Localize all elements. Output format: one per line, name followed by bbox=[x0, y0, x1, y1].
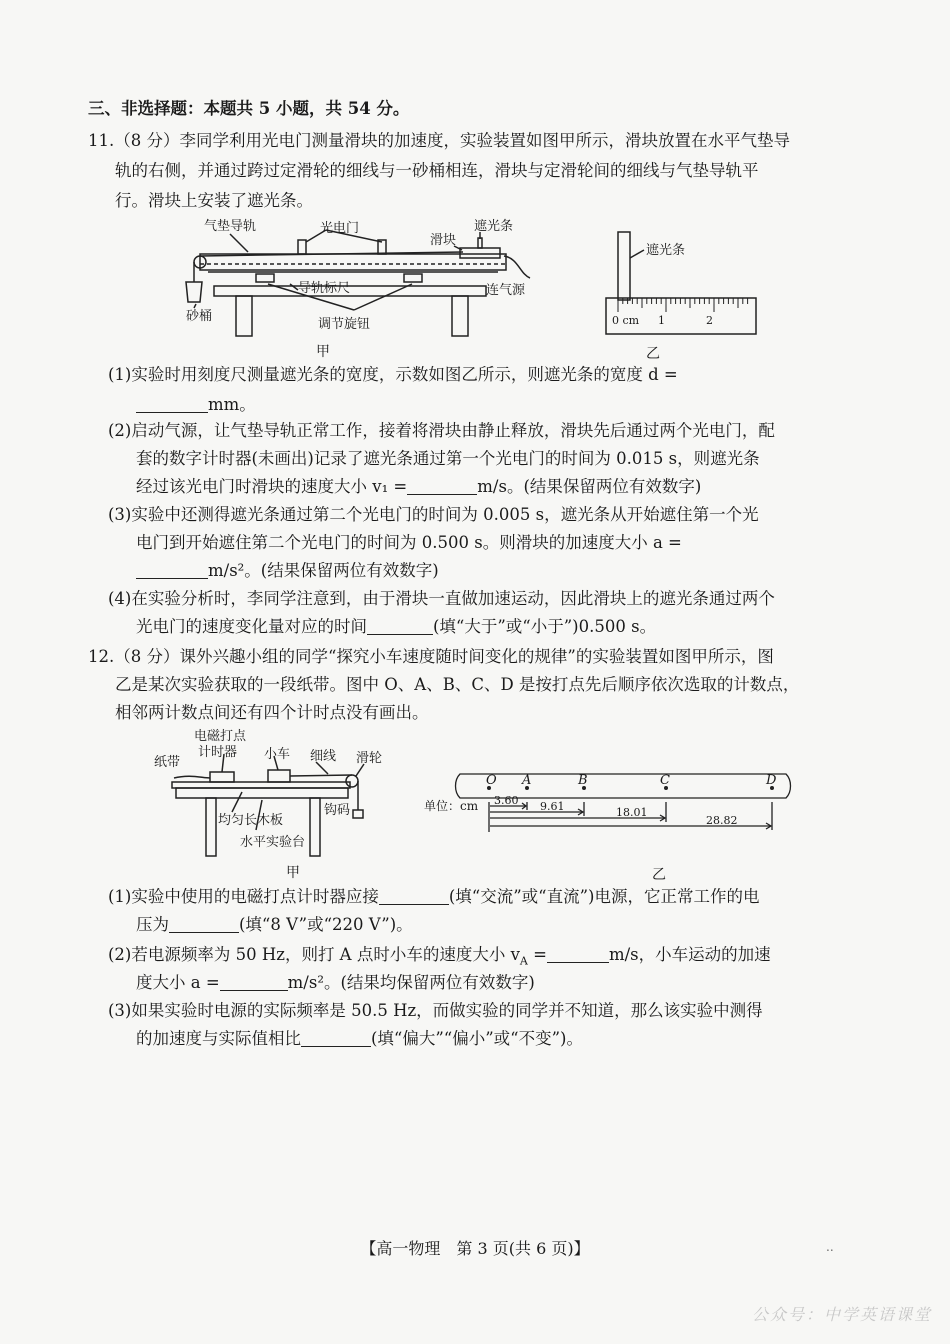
tape-dist-OD: 28.82 bbox=[706, 814, 738, 827]
long-board bbox=[172, 782, 350, 788]
q11-figure-b-caption: 乙 bbox=[646, 346, 660, 362]
q12-answer-blank-3[interactable] bbox=[547, 946, 609, 963]
table-leg-left bbox=[236, 296, 252, 336]
section-title: 三、非选择题：本题共 5 小题，共 54 分。 bbox=[88, 99, 410, 118]
paper-tape bbox=[174, 776, 210, 778]
footer-dots: .. bbox=[826, 1240, 834, 1254]
label-tape: 纸带 bbox=[154, 755, 181, 770]
q11-figure-ruler bbox=[600, 228, 762, 336]
label-board: 均匀长木板 bbox=[218, 813, 284, 828]
label-air-track: 气垫导轨 bbox=[204, 219, 257, 234]
air-hose bbox=[504, 256, 530, 278]
q11-p1-line-2: mm。 bbox=[136, 394, 256, 416]
label-track-scale: 导轨标尺 bbox=[298, 281, 351, 296]
label-thread: 细线 bbox=[310, 749, 337, 764]
q11-p1-line-1: (1)实验时用刻度尺测量遮光条的宽度，示数如图乙所示，则遮光条的宽度 d = bbox=[108, 365, 678, 384]
label-photogate: 光电门 bbox=[320, 221, 360, 236]
label-table: 水平实验台 bbox=[240, 835, 306, 850]
q11-answer-blank-3[interactable] bbox=[136, 562, 208, 579]
ruler-tick-2: 2 bbox=[706, 314, 713, 327]
q12-intro-line-3: 相邻两计数点间还有四个计时点没有画出。 bbox=[115, 703, 429, 722]
label-slider: 滑块 bbox=[430, 233, 457, 248]
ruler-tick-0: 0 cm bbox=[612, 314, 640, 327]
q12-p2-line-1: (2)若电源频率为 50 Hz，则打 A 点时小车的速度大小 $v_A = m/s$，小车运动的加速 bbox=[108, 945, 771, 968]
tape-point-label-O: O bbox=[486, 773, 497, 788]
tape-unit: 单位：cm bbox=[424, 799, 479, 813]
adjust-knob-left bbox=[256, 274, 274, 282]
q12-p2-line-2: 度大小 a = m/s²。(结果均保留两位有效数字) bbox=[136, 973, 535, 992]
photogate-1 bbox=[298, 240, 306, 254]
hook-weight bbox=[353, 810, 363, 818]
cart-pulley bbox=[346, 775, 358, 787]
tape-dist-OA: 3.60 bbox=[494, 794, 519, 807]
q12-answer-blank-1[interactable] bbox=[379, 888, 449, 905]
tape-point-label-A: A bbox=[522, 773, 532, 788]
q11-p4-line-2: 光电门的速度变化量对应的时间 (填“大于”或“小于”)0.500 s。 bbox=[136, 617, 657, 636]
label-sand-bucket: 砂桶 bbox=[186, 309, 213, 324]
q11-answer-blank-4[interactable] bbox=[367, 618, 433, 635]
q11-p3-line-3: m/s²。(结果保留两位有效数字) bbox=[136, 560, 439, 582]
q12-answer-blank-2[interactable] bbox=[169, 916, 239, 933]
ruler-tick-1: 1 bbox=[658, 314, 665, 327]
q11-p4-line-1: (4)在实验分析时，李同学注意到，由于滑块一直做加速运动，因此滑块上的遮光条通过两个 bbox=[108, 589, 775, 608]
q12-answer-blank-5[interactable] bbox=[301, 1030, 371, 1047]
label-adjust-knob: 调节旋钮 bbox=[318, 317, 371, 332]
label-weight: 钩码 bbox=[324, 803, 351, 818]
lab-table-leg-left bbox=[206, 798, 216, 856]
label-air-source: 连气源 bbox=[486, 283, 526, 298]
q11-answer-blank-1[interactable] bbox=[136, 396, 208, 413]
q12-intro-line-1: 12.（8 分）课外兴趣小组的同学“探究小车速度随时间变化的规律”的实验装置如图甲所示，图 bbox=[88, 647, 774, 666]
light-strip-body bbox=[618, 232, 630, 300]
q12-figure-apparatus bbox=[150, 726, 390, 860]
q12-p3-line-2: 的加速度与实际值相比 (填“偏大”“偏小”或“不变”)。 bbox=[136, 1029, 583, 1048]
q12-intro-line-2: 乙是某次实验获取的一段纸带。图中 O、A、B、C、D 是按打点先后顺序依次选取的计数点， bbox=[115, 675, 800, 694]
q12-answer-blank-4[interactable] bbox=[220, 974, 288, 991]
q11-p2-line-2: 套的数字计时器(未画出)记录了遮光条通过第一个光电门的时间为 0.015 s，则遮光条 bbox=[136, 449, 760, 468]
ruler-ticks bbox=[618, 298, 748, 312]
dot-timer bbox=[210, 772, 234, 782]
page-footer: 【高一物理 第 3 页(共 6 页)】 bbox=[360, 1239, 590, 1258]
q12-figure-a-caption: 甲 bbox=[286, 865, 300, 881]
label-pulley: 滑轮 bbox=[356, 751, 383, 766]
q11-p3-line-2: 电门到开始遮住第二个光电门的时间为 0.500 s。则滑块的加速度大小 a = bbox=[136, 533, 682, 552]
watermark: 公众号：中学英语课堂 bbox=[751, 1305, 932, 1324]
adjust-knob-right bbox=[404, 274, 422, 282]
lab-table-leg-right bbox=[310, 798, 320, 856]
q11-intro-line-1: 11.（8 分）李同学利用光电门测量滑块的加速度，实验装置如图甲所示，滑块放置在水平气垫导 bbox=[88, 131, 790, 150]
q12-figure-tape bbox=[420, 766, 800, 838]
sand-bucket bbox=[186, 282, 202, 302]
label-light-strip: 遮光条 bbox=[474, 219, 514, 234]
q11-figure-a-caption: 甲 bbox=[316, 344, 330, 360]
table-leg-right bbox=[452, 296, 468, 336]
q12-p1-line-2: 压为 (填“8 V”或“220 V”)。 bbox=[136, 915, 413, 934]
tape-point-label-B: B bbox=[578, 773, 588, 788]
q11-figure-apparatus bbox=[178, 212, 548, 340]
label-timer-2: 计时器 bbox=[198, 745, 238, 760]
light-strip bbox=[478, 238, 482, 248]
ruler-strip-label: 遮光条 bbox=[646, 243, 686, 258]
tape-point-label-D: D bbox=[766, 773, 777, 788]
q12-p3-line-1: (3)如果实验时电源的实际频率是 50.5 Hz，而做实验的同学并不知道，那么该实验中测得 bbox=[108, 1001, 763, 1020]
q12-figure-b-caption: 乙 bbox=[652, 867, 666, 883]
tape-dist-OB: 9.61 bbox=[540, 800, 565, 813]
q11-intro-line-2: 轨的右侧，并通过跨过定滑轮的细线与一砂桶相连，滑块与定滑轮间的细线与气垫导轨平 bbox=[115, 161, 759, 180]
label-cart: 小车 bbox=[264, 747, 291, 762]
q11-intro-line-3: 行。滑块上安装了遮光条。 bbox=[115, 191, 313, 210]
slider-block bbox=[460, 248, 500, 258]
q11-p2-line-3: 经过该光电门时滑块的速度大小 v₁ = m/s。(结果保留两位有效数字) bbox=[136, 477, 702, 496]
q12-p1-line-1: (1)实验中使用的电磁打点计时器应接 (填“交流”或“直流”)电源，它正常工作的电 bbox=[108, 887, 760, 906]
q11-p2-line-1: (2)启动气源，让气垫导轨正常工作，接着将滑块由静止释放，滑块先后通过两个光电门，配 bbox=[108, 421, 775, 440]
tape-dist-OC: 18.01 bbox=[616, 806, 648, 819]
tape-point-label-C: C bbox=[660, 773, 670, 788]
label-timer-1: 电磁打点 bbox=[194, 729, 247, 744]
cart bbox=[268, 770, 290, 782]
lab-table-top bbox=[176, 788, 348, 798]
q11-p3-line-1: (3)实验中还测得遮光条通过第二个光电门的时间为 0.005 s，遮光条从开始遮住第一个光 bbox=[108, 505, 759, 524]
q11-answer-blank-2[interactable] bbox=[407, 478, 477, 495]
